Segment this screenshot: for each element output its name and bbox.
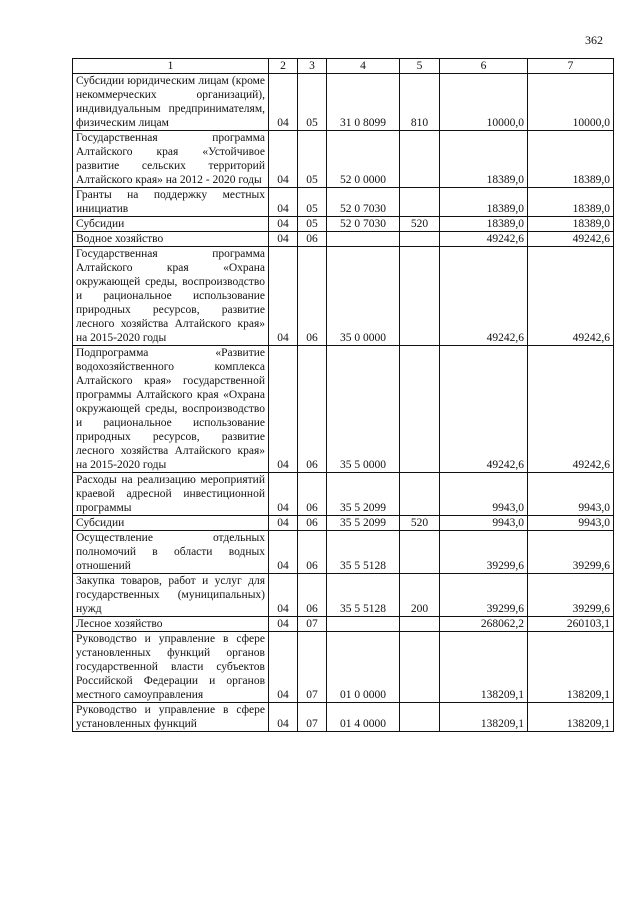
cell-amount-2: 49242,6 (528, 232, 614, 247)
cell-amount-2: 9943,0 (528, 516, 614, 531)
cell-amount-1: 39299,6 (440, 531, 528, 574)
cell-subsection: 05 (298, 74, 327, 131)
cell-amount-2: 39299,6 (528, 574, 614, 617)
cell-target-article: 35 5 5128 (327, 531, 400, 574)
cell-amount-1: 18389,0 (440, 188, 528, 217)
column-header-4: 4 (327, 59, 400, 74)
cell-subsection: 06 (298, 516, 327, 531)
cell-expense-type (400, 531, 440, 574)
cell-name: Закупка товаров, работ и услуг для государственных (муниципальных) нужд (73, 574, 269, 617)
cell-subsection: 06 (298, 473, 327, 516)
cell-amount-2: 138209,1 (528, 632, 614, 703)
cell-expense-type (400, 346, 440, 473)
table-row (73, 232, 614, 247)
table-row (73, 74, 614, 131)
cell-name: Водное хозяйство (73, 232, 269, 247)
cell-name: Гранты на поддержку местных инициатив (73, 188, 269, 217)
cell-amount-1: 9943,0 (440, 516, 528, 531)
cell-name: Субсидии (73, 217, 269, 232)
budget-table (72, 58, 614, 732)
column-header-7: 7 (528, 59, 614, 74)
cell-expense-type: 200 (400, 574, 440, 617)
cell-target-article: 35 5 2099 (327, 516, 400, 531)
cell-target-article: 01 0 0000 (327, 632, 400, 703)
table-row (73, 703, 614, 732)
table-row (73, 131, 614, 188)
cell-expense-type (400, 188, 440, 217)
cell-amount-1: 138209,1 (440, 703, 528, 732)
table-body (73, 74, 614, 732)
cell-section: 04 (269, 632, 298, 703)
cell-section: 04 (269, 531, 298, 574)
cell-subsection: 06 (298, 531, 327, 574)
cell-section: 04 (269, 247, 298, 346)
table-row (73, 516, 614, 531)
cell-section: 04 (269, 574, 298, 617)
cell-amount-2: 18389,0 (528, 131, 614, 188)
cell-target-article: 35 5 5128 (327, 574, 400, 617)
cell-expense-type (400, 617, 440, 632)
cell-target-article: 35 5 2099 (327, 473, 400, 516)
cell-section: 04 (269, 617, 298, 632)
cell-subsection: 05 (298, 188, 327, 217)
cell-amount-1: 9943,0 (440, 473, 528, 516)
cell-target-article: 35 5 0000 (327, 346, 400, 473)
cell-amount-2: 260103,1 (528, 617, 614, 632)
cell-amount-1: 138209,1 (440, 632, 528, 703)
cell-amount-2: 18389,0 (528, 217, 614, 232)
cell-section: 04 (269, 217, 298, 232)
cell-section: 04 (269, 516, 298, 531)
cell-section: 04 (269, 188, 298, 217)
cell-subsection: 05 (298, 217, 327, 232)
cell-amount-1: 49242,6 (440, 232, 528, 247)
cell-expense-type (400, 131, 440, 188)
cell-expense-type: 520 (400, 217, 440, 232)
table-row (73, 217, 614, 232)
cell-expense-type: 810 (400, 74, 440, 131)
cell-target-article: 31 0 8099 (327, 74, 400, 131)
cell-target-article (327, 232, 400, 247)
cell-section: 04 (269, 473, 298, 516)
cell-name: Субсидии (73, 516, 269, 531)
cell-amount-2: 9943,0 (528, 473, 614, 516)
cell-name: Лесное хозяйство (73, 617, 269, 632)
table-row (73, 346, 614, 473)
cell-amount-2: 138209,1 (528, 703, 614, 732)
page-number: 362 (585, 33, 603, 47)
cell-amount-1: 268062,2 (440, 617, 528, 632)
cell-amount-1: 18389,0 (440, 217, 528, 232)
cell-amount-2: 18389,0 (528, 188, 614, 217)
table-row (73, 188, 614, 217)
cell-section: 04 (269, 74, 298, 131)
column-header-1: 1 (73, 59, 269, 74)
cell-subsection: 06 (298, 346, 327, 473)
cell-subsection: 06 (298, 574, 327, 617)
cell-subsection: 07 (298, 703, 327, 732)
table-row (73, 617, 614, 632)
cell-target-article: 52 0 7030 (327, 188, 400, 217)
cell-expense-type (400, 232, 440, 247)
cell-target-article (327, 617, 400, 632)
table-row (73, 574, 614, 617)
cell-amount-1: 39299,6 (440, 574, 528, 617)
cell-expense-type (400, 247, 440, 346)
cell-target-article: 01 4 0000 (327, 703, 400, 732)
header-row (73, 59, 614, 74)
cell-subsection: 07 (298, 617, 327, 632)
cell-expense-type (400, 473, 440, 516)
cell-name: Государственная программа Алтайского края «Охрана окружающей среды, воспроизводство и рациональное использование природных ресурсов, развитие лесного хозяйства Алтайского края» на 2015-2020 годы (73, 247, 269, 346)
column-header-3: 3 (298, 59, 327, 74)
cell-amount-2: 39299,6 (528, 531, 614, 574)
cell-target-article: 52 0 0000 (327, 131, 400, 188)
cell-section: 04 (269, 232, 298, 247)
cell-expense-type (400, 703, 440, 732)
cell-amount-1: 49242,6 (440, 247, 528, 346)
cell-name: Государственная программа Алтайского края «Устойчивое развитие сельских территорий Алтайского края» на 2012 - 2020 годы (73, 131, 269, 188)
cell-section: 04 (269, 131, 298, 188)
cell-amount-2: 10000,0 (528, 74, 614, 131)
cell-amount-1: 10000,0 (440, 74, 528, 131)
cell-subsection: 06 (298, 247, 327, 346)
cell-name: Осуществление отдельных полномочий в области водных отношений (73, 531, 269, 574)
cell-subsection: 07 (298, 632, 327, 703)
cell-section: 04 (269, 703, 298, 732)
table-row (73, 247, 614, 346)
cell-name: Расходы на реализацию мероприятий краевой адресной инвестиционной программы (73, 473, 269, 516)
cell-target-article: 35 0 0000 (327, 247, 400, 346)
cell-section: 04 (269, 346, 298, 473)
table-row (73, 632, 614, 703)
table-row (73, 473, 614, 516)
cell-amount-1: 49242,6 (440, 346, 528, 473)
cell-name: Подпрограмма «Развитие водохозяйственного комплекса Алтайского края» государственной программы Алтайского края «Охрана окружающей среды, воспроизводство и рациональное использование природных ресурсов, развитие лесного хозяйства Алтайского края» на 2015-2020 годы (73, 346, 269, 473)
cell-expense-type: 520 (400, 516, 440, 531)
cell-subsection: 06 (298, 232, 327, 247)
cell-name: Субсидии юридическим лицам (кроме некоммерческих организаций), индивидуальным предпринимателям, физическим лицам (73, 74, 269, 131)
column-header-5: 5 (400, 59, 440, 74)
cell-target-article: 52 0 7030 (327, 217, 400, 232)
cell-subsection: 05 (298, 131, 327, 188)
cell-amount-1: 18389,0 (440, 131, 528, 188)
cell-expense-type (400, 632, 440, 703)
table-row (73, 531, 614, 574)
cell-name: Руководство и управление в сфере установленных функций органов государственной власти субъектов Российской Федерации и органов местного самоуправления (73, 632, 269, 703)
cell-amount-2: 49242,6 (528, 247, 614, 346)
cell-amount-2: 49242,6 (528, 346, 614, 473)
cell-name: Руководство и управление в сфере установленных функций (73, 703, 269, 732)
column-header-6: 6 (440, 59, 528, 74)
column-header-2: 2 (269, 59, 298, 74)
